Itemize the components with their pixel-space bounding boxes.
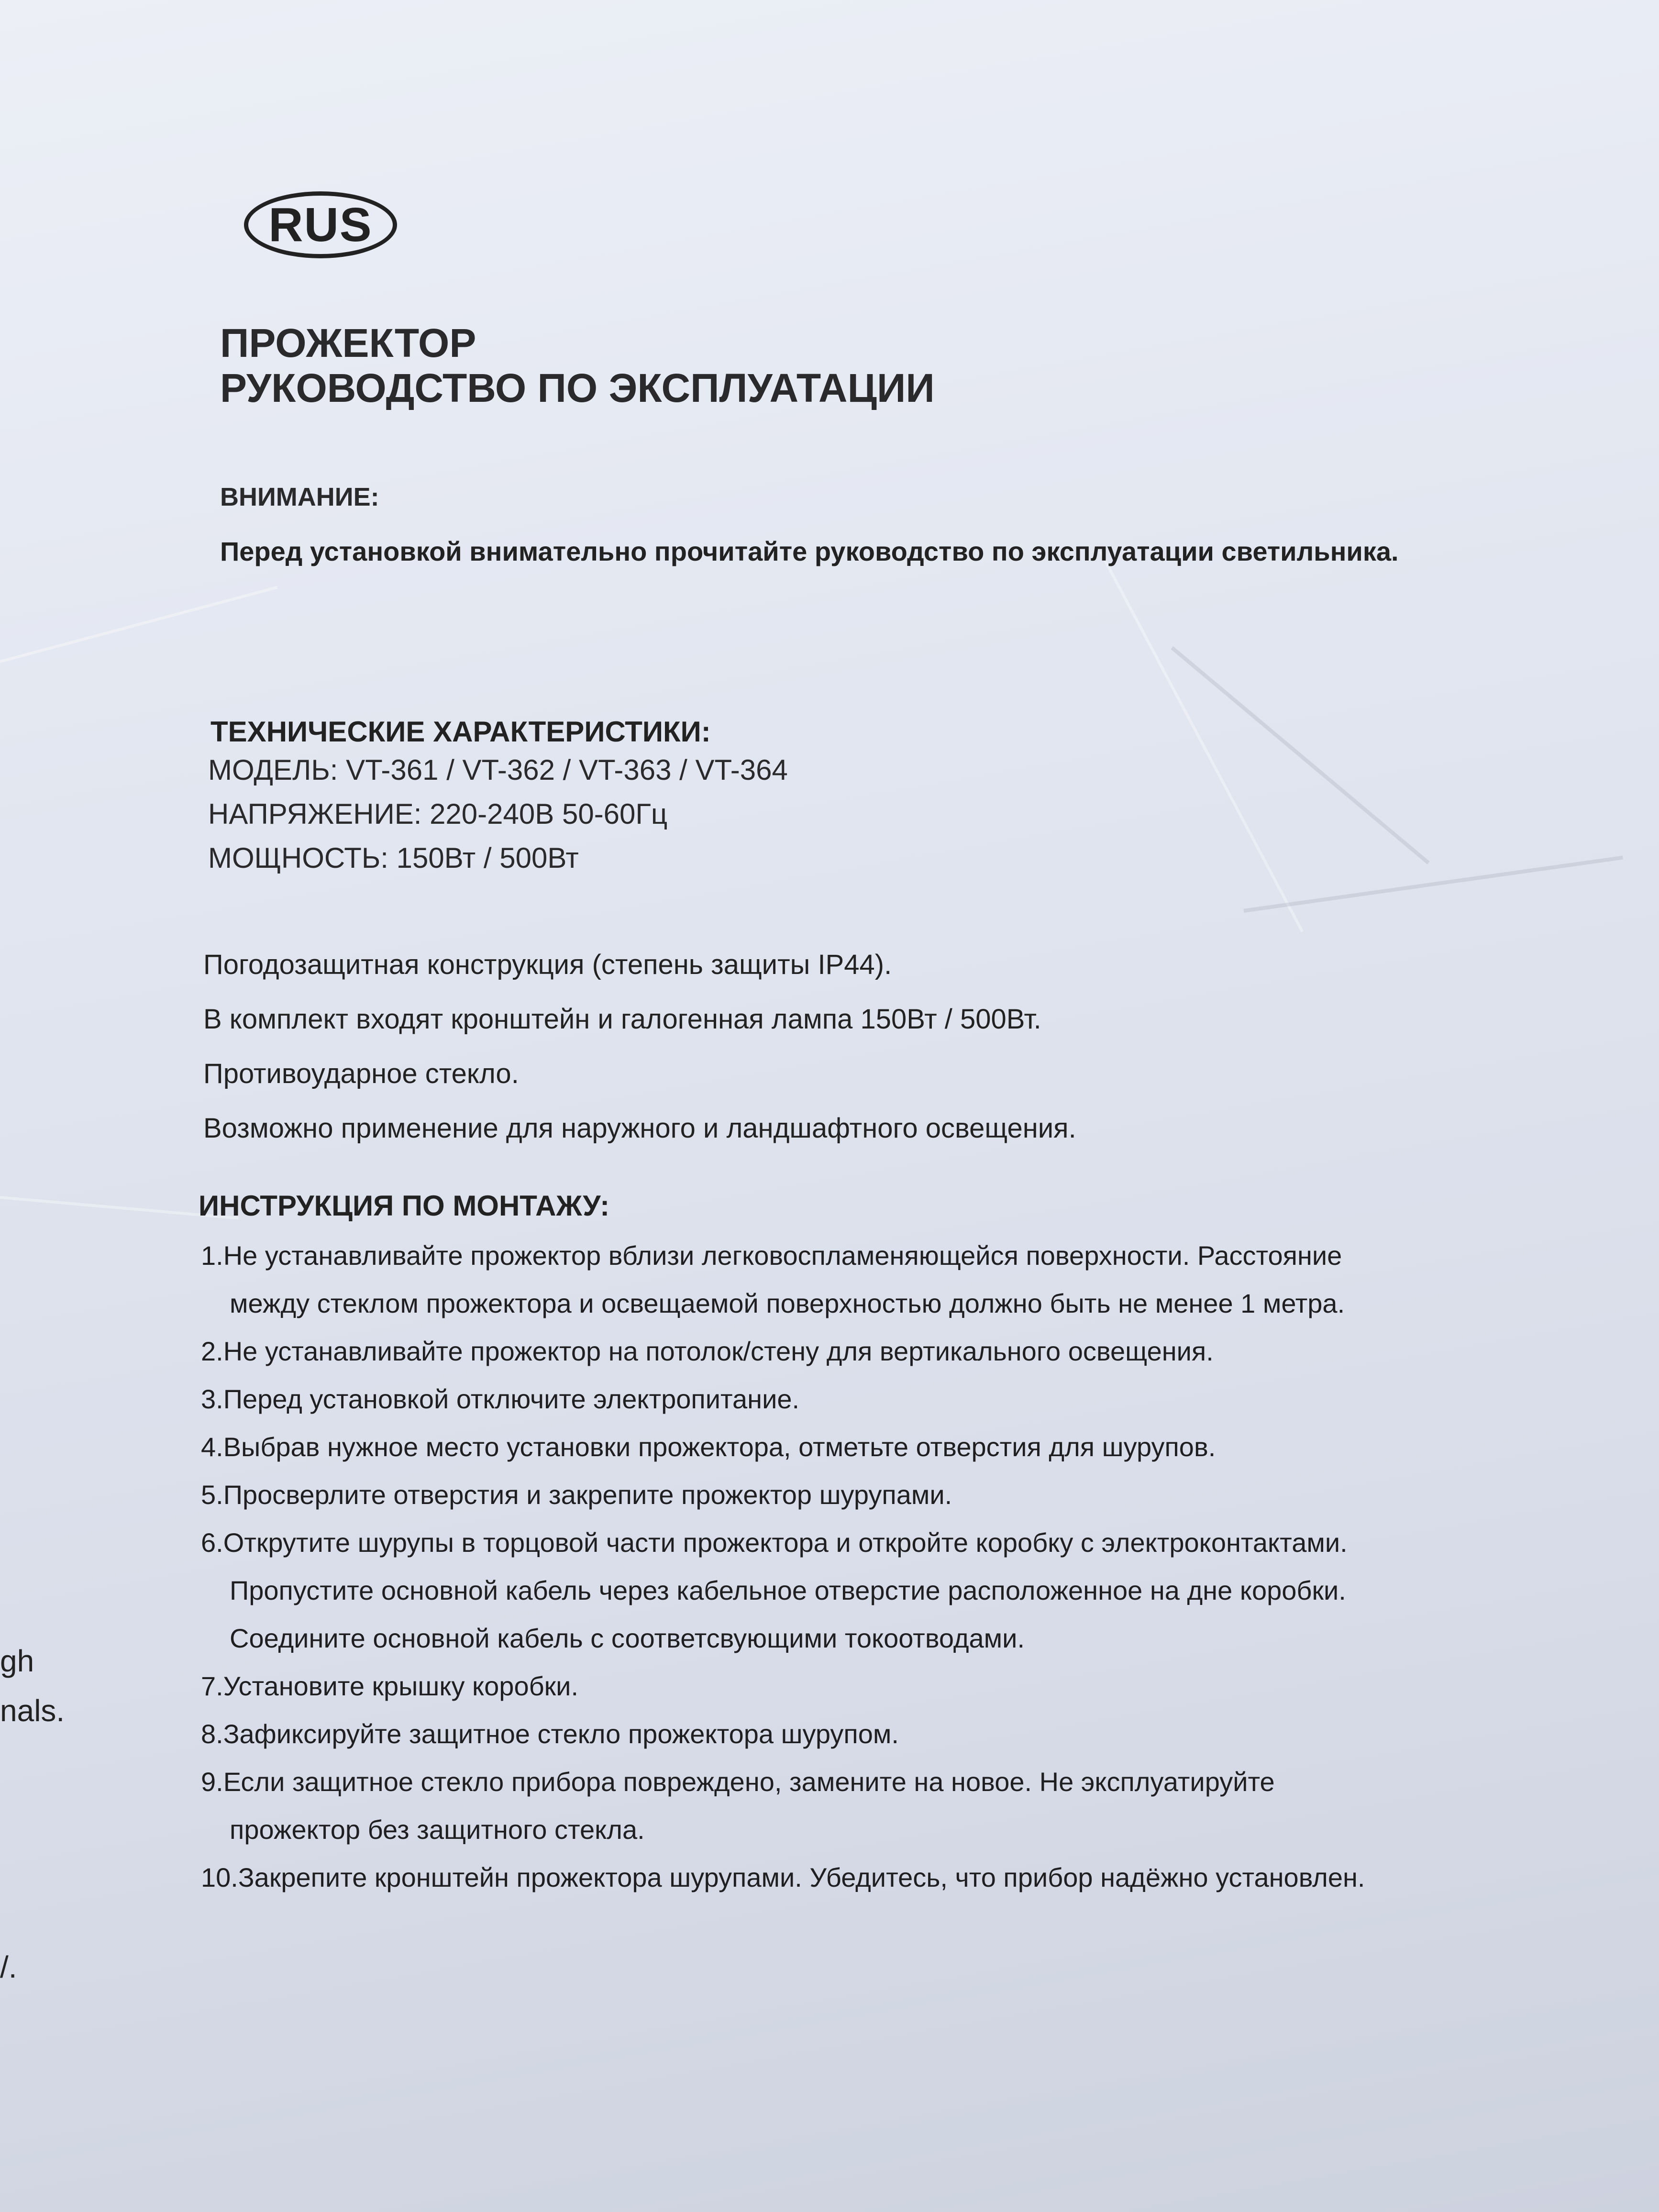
edge-fragment: /. [0,1950,17,1984]
edge-fragment: gh [0,1644,34,1678]
feature-item: Погодозащитная конструкция (степень защиты IP44). [203,949,892,981]
installation-step [201,1662,1493,1710]
step-text: 5.Просверлите отверстия и закрепите прожектор шурупами. [201,1480,952,1510]
title-line: ПРОЖЕКТОР [220,321,476,365]
installation-step [201,1232,1493,1327]
step-text: 2.Не устанавливайте прожектор на потолок/стену для вертикального освещения. [201,1336,1214,1367]
step-text: 3.Перед установкой отключите электропитание. [201,1384,800,1415]
step-text: 6.Открутите шурупы в торцовой части прожектора и откройте коробку с электроконтактами. [201,1527,1348,1558]
language-badge: RUS [244,191,397,258]
spec-power: МОЩНОСТЬ: 150Вт / 500Вт [208,842,579,874]
installation-step [201,1710,1493,1758]
installation-step [201,1423,1493,1471]
feature-item: Возможно применение для наружного и ландшафтного освещения. [203,1113,1076,1144]
installation-heading: ИНСТРУКЦИЯ ПО МОНТАЖУ: [199,1190,610,1222]
installation-step [201,1471,1493,1519]
step-continuation: Пропустите основной кабель через кабельное отверстие расположенное на дне коробки. [230,1575,1346,1606]
installation-step [201,1854,1493,1902]
step-continuation: между стеклом прожектора и освещаемой поверхностью должно быть не менее 1 метра. [230,1288,1345,1319]
step-continuation: прожектор без защитного стекла. [230,1814,645,1845]
title-line: РУКОВОДСТВО ПО ЭКСПЛУАТАЦИИ [220,365,935,411]
step-text: 4.Выбрав нужное место установки прожектора, отметьте отверстия для шурупов. [201,1432,1216,1462]
attention-text: Перед установкой внимательно прочитайте руководство по эксплуатации светильника. [220,536,1399,567]
step-text: 9.Если защитное стекло прибора повреждено, замените на новое. Не эксплуатируйте [201,1767,1275,1797]
step-continuation: Соедините основной кабель с соответсвующими токоотводами. [230,1623,1025,1654]
installation-step [201,1519,1493,1662]
attention-heading: ВНИМАНИЕ: [220,483,379,512]
installation-steps [201,1232,1493,1902]
document-title [220,321,1631,410]
step-text: 10.Закрепите кронштейн прожектора шурупами. Убедитесь, что прибор надёжно установлен. [201,1862,1365,1893]
manual-content [199,191,1631,1902]
specs-heading: ТЕХНИЧЕСКИЕ ХАРАКТЕРИСТИКИ: [210,716,711,748]
spec-model: МОДЕЛЬ: VT-361 / VT-362 / VT-363 / VT-364 [208,754,788,786]
installation-step [201,1758,1493,1854]
spec-voltage: НАПРЯЖЕНИЕ: 220-240В 50-60Гц [208,798,668,830]
step-text: 7.Установите крышку коробки. [201,1671,579,1702]
feature-item: В комплект входят кронштейн и галогенная лампа 150Вт / 500Вт. [203,1004,1041,1035]
feature-item: Противоударное стекло. [203,1058,519,1090]
installation-step [201,1375,1493,1423]
step-text: 8.Зафиксируйте защитное стекло прожектора шурупом. [201,1719,899,1749]
installation-step [201,1327,1493,1375]
step-text: 1.Не устанавливайте прожектор вблизи легковоспламеняющейся поверхности. Расстояние [201,1240,1342,1271]
edge-fragment: nals. [0,1693,65,1728]
features-list [203,938,1631,1156]
